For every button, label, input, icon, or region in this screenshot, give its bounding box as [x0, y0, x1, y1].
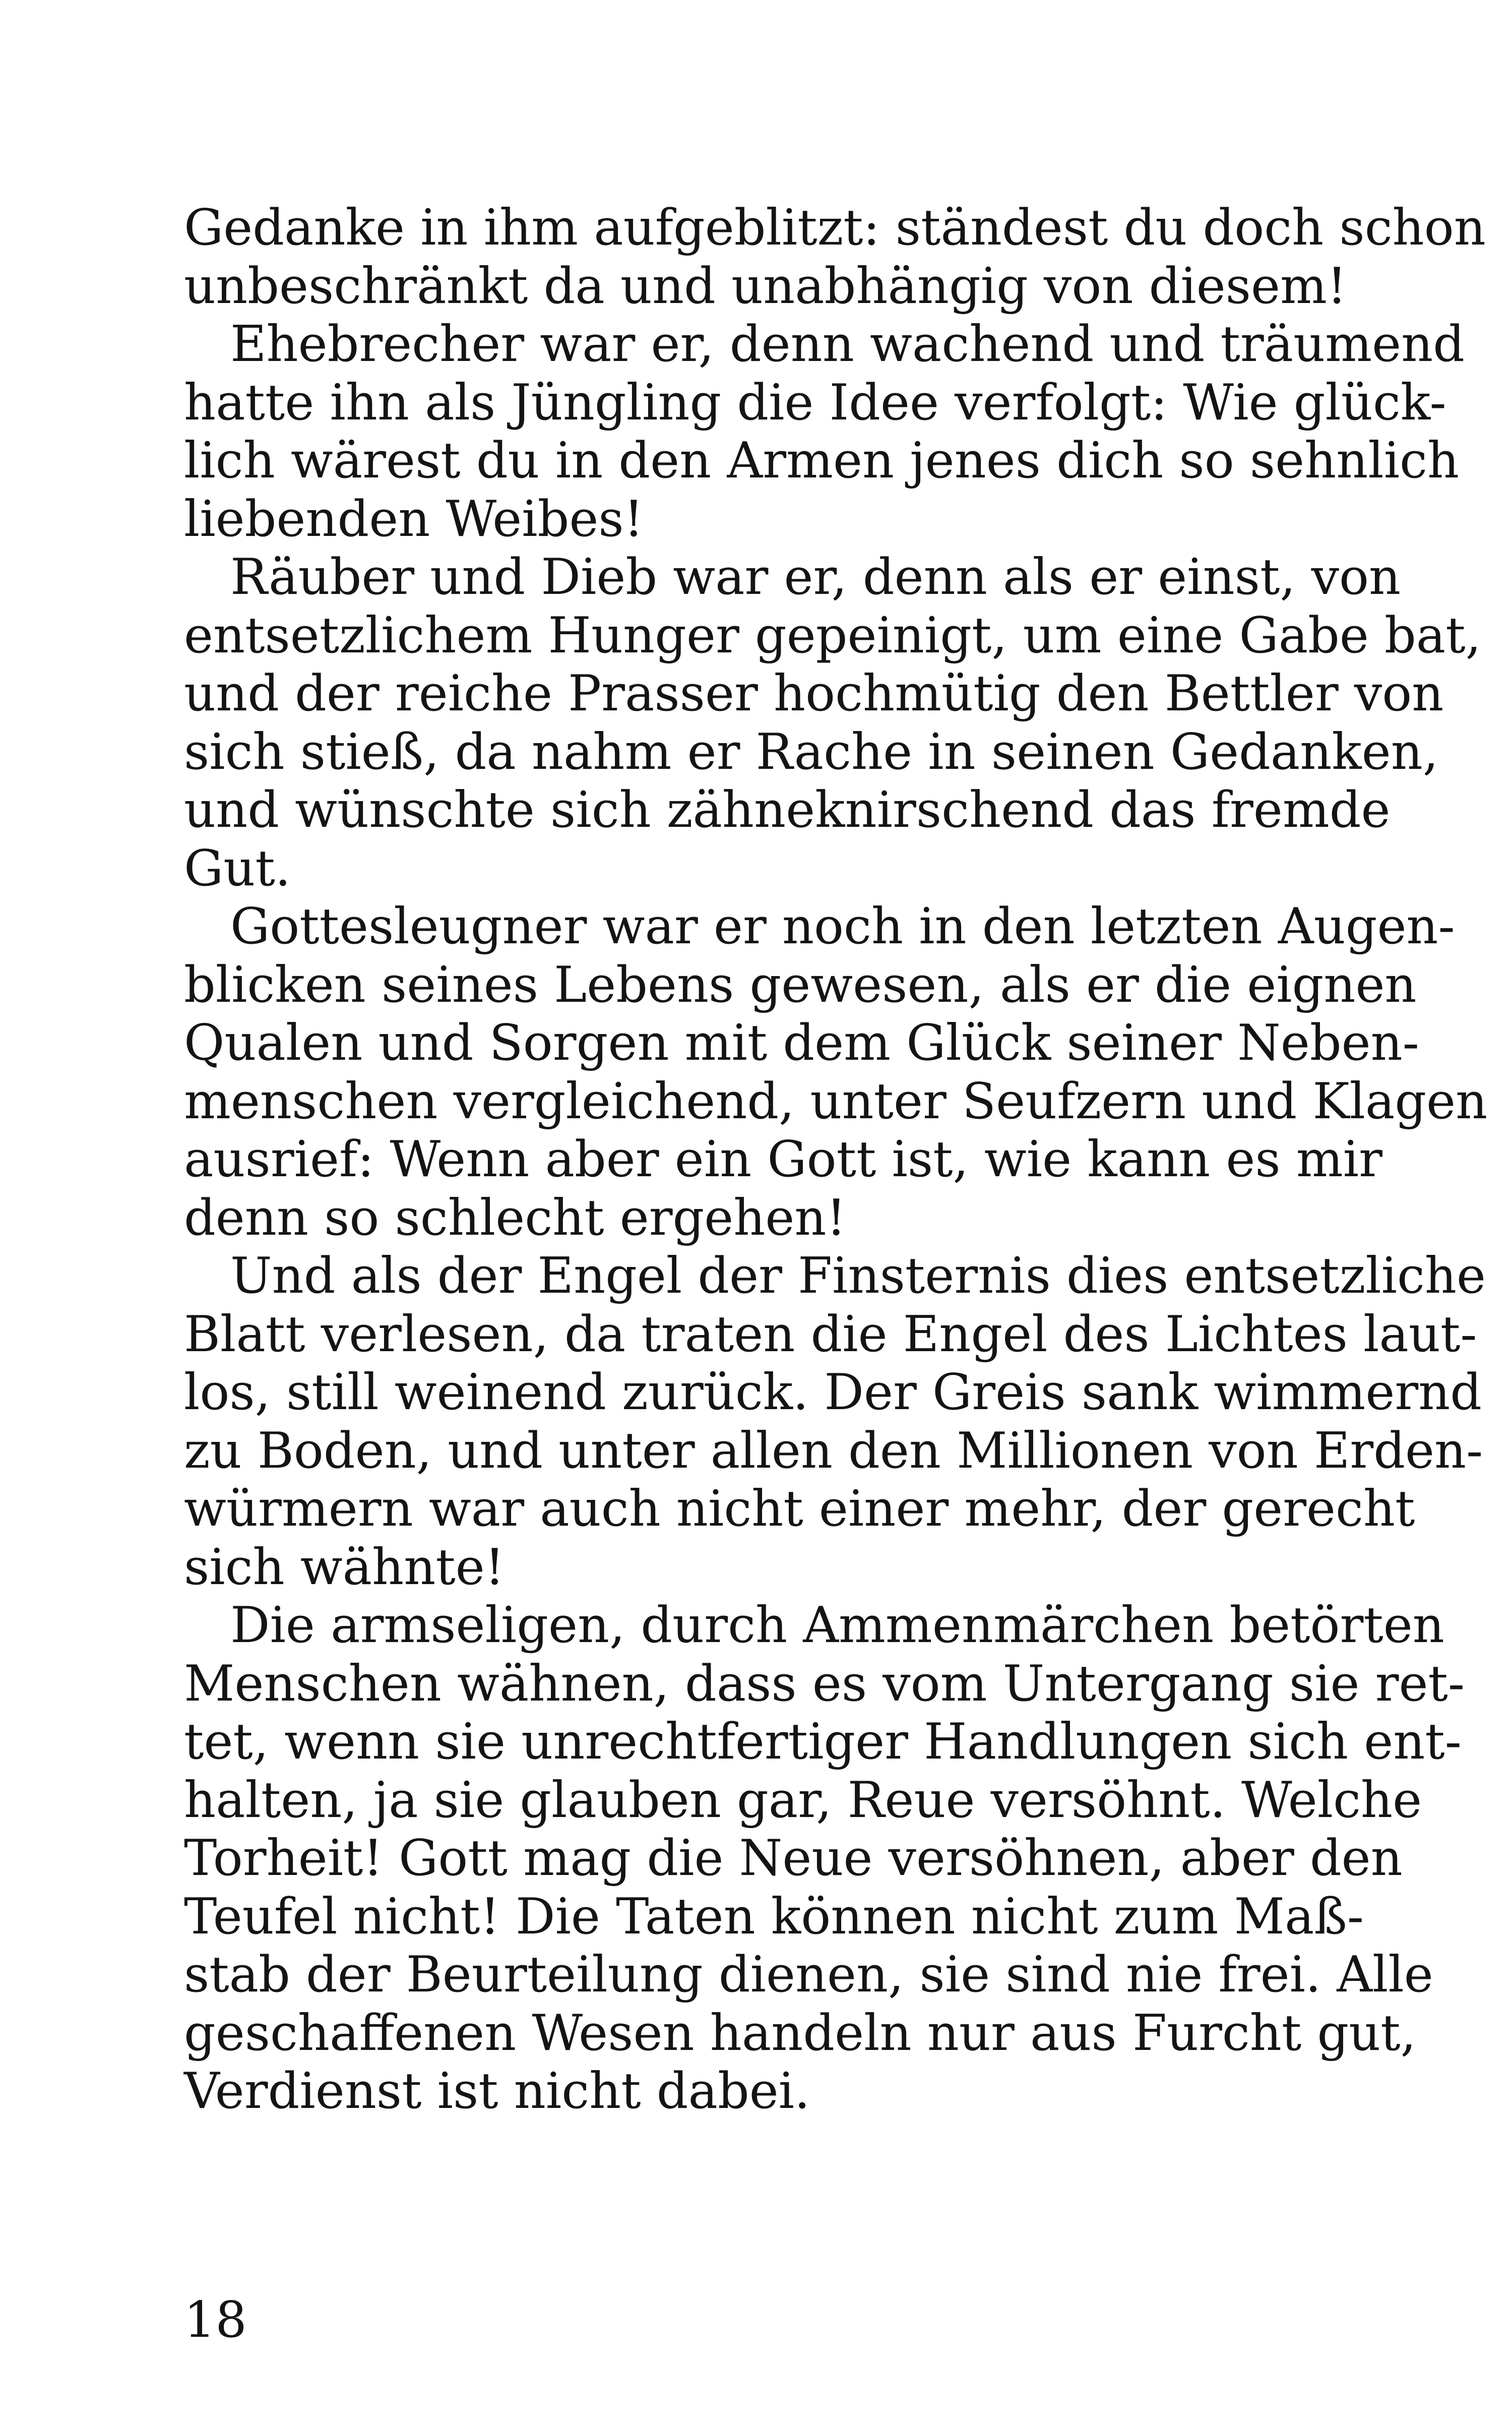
text-line: tet, wenn sie unrechtfertiger Handlungen sich ent- — [184, 1713, 1462, 1771]
text-line: Gut. — [184, 839, 291, 897]
text-line: Menschen wähnen, dass es vom Untergang sie ret- — [184, 1655, 1465, 1713]
text-line: geschaffenen Wesen handeln nur aus Furcht gut, — [184, 2004, 1416, 2062]
text-line: stab der Beurteilung dienen, sie sind nie frei. Alle — [184, 1946, 1433, 2004]
text-line: Qualen und Sorgen mit dem Glück seiner Neben- — [184, 1014, 1419, 1072]
text-line: menschen vergleichend, unter Seufzern und Klagen — [184, 1072, 1488, 1130]
text-line: Gedanke in ihm aufgeblitzt: ständest du doch schon — [184, 199, 1486, 257]
text-line: ausrief: Wenn aber ein Gott ist, wie kann es mir — [184, 1131, 1382, 1188]
text-line: und wünschte sich zähneknirschend das fremde — [184, 781, 1391, 839]
text-line: blicken seines Lebens gewesen, als er die eignen — [184, 956, 1417, 1014]
text-line: Und als der Engel der Finsternis dies entsetzliche — [230, 1247, 1486, 1305]
text-line: sich wähnte! — [184, 1538, 505, 1596]
text-line: Räuber und Dieb war er, denn als er einst, von — [230, 549, 1401, 606]
text-line: zu Boden, und unter allen den Millionen von Erden- — [184, 1422, 1483, 1480]
text-line: und der reiche Prasser hochmütig den Bettler von — [184, 665, 1444, 722]
text-line: halten, ja sie glauben gar, Reue versöhnt. Welche — [184, 1771, 1422, 1829]
text-line: Teufel nicht! Die Taten können nicht zum Maß- — [184, 1888, 1364, 1946]
text-line: lich wärest du in den Armen jenes dich so sehnlich — [184, 432, 1460, 490]
body-text — [184, 199, 1488, 2121]
text-line: liebenden Weibes! — [184, 490, 644, 548]
text-line: Gottesleugner war er noch in den letzten Augen- — [230, 898, 1455, 955]
text-line: los, still weinend zurück. Der Greis sank wimmernd — [184, 1364, 1482, 1421]
page-number: 18 — [184, 2291, 247, 2349]
text-line: denn so schlecht ergehen! — [184, 1189, 846, 1247]
text-line: Torheit! Gott mag die Neue versöhnen, aber den — [184, 1830, 1403, 1887]
text-line: Verdienst ist nicht dabei. — [184, 2063, 810, 2120]
text-line: unbeschränkt da und unabhängig von diesem! — [184, 257, 1347, 315]
text-line: entsetzlichem Hunger gepeinigt, um eine Gabe bat, — [184, 607, 1481, 664]
text-line: sich stieß, da nahm er Rache in seinen Gedanken, — [184, 723, 1439, 781]
text-line: Die armseligen, durch Ammenmärchen betörten — [230, 1597, 1444, 1654]
text-line: hatte ihn als Jüngling die Idee verfolgt: Wie glück- — [184, 374, 1446, 432]
text-line: Blatt verlesen, da traten die Engel des Lichtes laut- — [184, 1305, 1477, 1363]
text-line: Ehebrecher war er, denn wachend und träumend — [230, 316, 1465, 373]
text-line: würmern war auch nicht einer mehr, der gerecht — [184, 1480, 1415, 1538]
